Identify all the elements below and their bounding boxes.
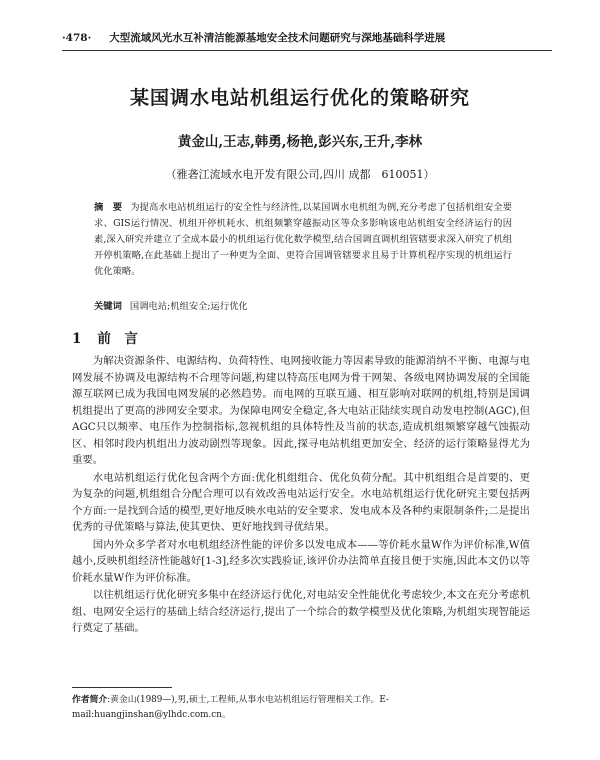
keywords-text: 国调电站;机组安全;运行优化 [129,301,248,312]
page-number: ·478· [62,32,92,44]
abstract-text: 为提高水电站机组运行的安全性与经济性,以某国调水电机组为例,充分考虑了包括机组安全要求、GIS运行情况、机组开停机耗水、机组频繁穿越振动区等众多影响该电站机组安全经济运行的因素,深入研究并建立了全成本最小的机组运行优化数学模型,结合国调直调机组管辖要求深入研究了机组开停机策略,在此基础上提出了一种更为全面、更符合国调管辖要求且易于计算机程序实现的机组运行优化策略。 [94,202,512,277]
affiliation: （雅砻江流域水电开发有限公司,四川 成都 610051） [165,168,435,181]
running-header [62,30,552,46]
journal-title: 大型流域风光水互补清洁能源基地安全技术问题研究与深地基础科学进展 [109,32,446,44]
abstract [94,200,512,280]
section-number: 1 [72,331,82,347]
footnote-text: :黄金山(1989—),男,硕士,工程师,从事水电站机组运行管理相关工作。E-mail:huangjinshan@ylhdc.com.cn。 [72,695,389,720]
section-heading [72,327,138,347]
body-text [72,353,530,638]
author-list: 黄金山,王志,韩勇,杨艳,彭兴东,王升,李林 [177,134,423,150]
paragraph: 以往机组运行优化研究多集中在经济运行优化,对电站安全性能优化考虑较少,本文在充分考虑机组、电网安全运行的基础上结合经济运行,提出了一个综合的数学模型及优化策略,为机组实现智能运行奠定了基础。 [72,589,530,634]
paper-title: 某国调水电站机组运行优化的策略研究 [129,87,470,109]
abstract-label: 摘 要 [94,202,123,213]
footnote-rule [72,687,172,688]
paragraph: 国内外众多学者对水电机组经济性能的评价多以发电成本——等价耗水量W作为评价标准,W值越小,反映机组经济性能越好[1-3],经多次实践验证,该评价办法简单直接且便于实施,因此本文仍以等价耗水量W作为评价标准。 [72,538,530,584]
footnote-label: 作者简介 [72,695,108,705]
section-title: 前 言 [97,331,138,347]
keywords [94,299,512,315]
paragraph: 为解决资源条件、电源结构、负荷特性、电网接收能力等因素导致的能源消纳不平衡、电源与电网发展不协调及电源结构不合理等问题,构建以特高压电网为骨干网架、各级电网协调发展的全国能源互联网已成为我国电网发展的必然趋势。而电网的互联互通、相互影响对联网的机组,特别是国调机组提出了更高的涉网安全要求。为保障电网安全稳定,各大电站正陆续实现自动发电控制(AGC),但AGC只以频率、电压作为控制指标,忽视机组的具体特性及当前的状态,造成机组频繁穿越气蚀振动区、相邻时段内机组出力波动剧烈等现象。因此,探寻电站机组更加安全、经济的运行策略显得尤为重要。 [72,355,530,466]
header-rule [62,50,552,51]
author-footnote [72,693,530,723]
keywords-label: 关键词 [94,301,122,312]
paragraph: 水电站机组运行优化包含两个方面:优化机组组合、优化负荷分配。其中机组组合是首要的、更为复杂的问题,机组组合分配合理可以有效改善电站运行安全。水电站机组运行优化研究主要包括两个方面:一是找到合适的模型,更好地反映水电站的安全要求、发电成本及各种约束限制条件;二是提出优秀的寻优策略与算法,使其更快、更好地找到寻优结果。 [72,471,530,533]
